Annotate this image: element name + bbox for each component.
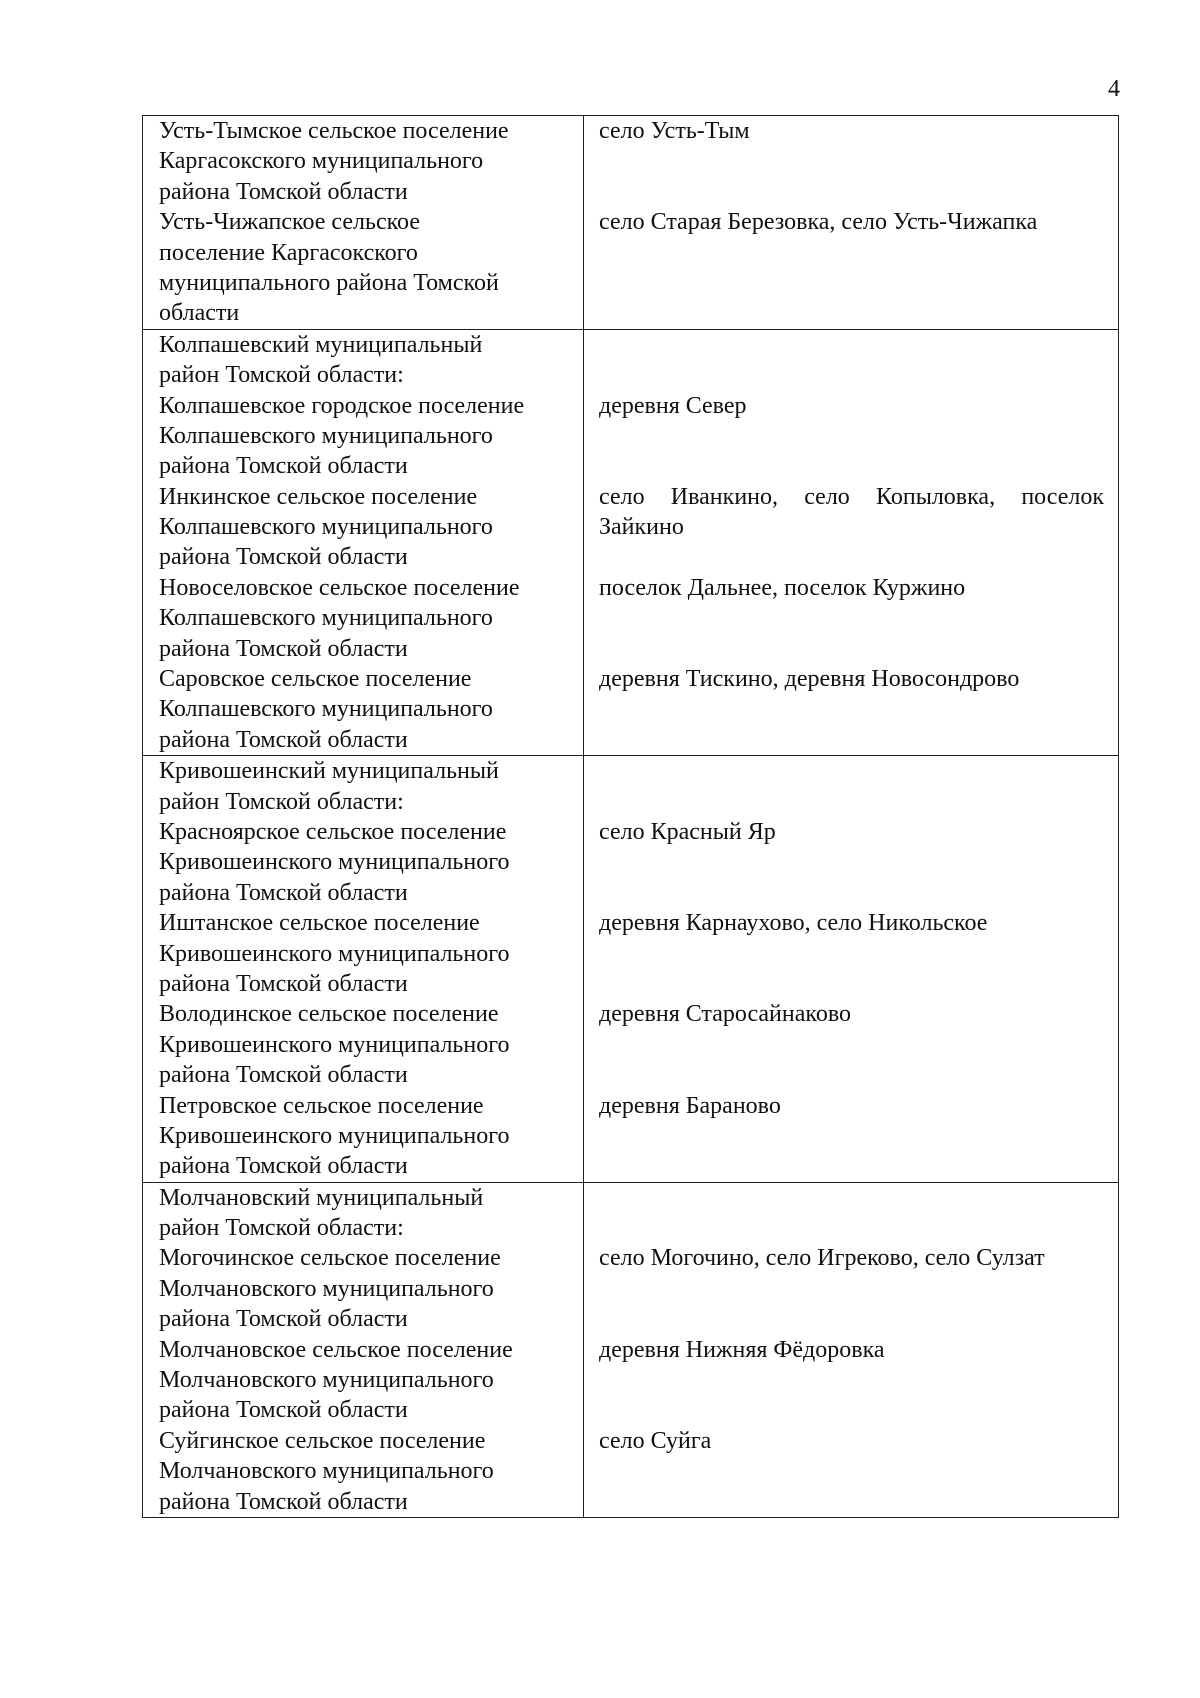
settlement-name-line: Саровское сельское поселение: [159, 666, 472, 693]
localities-line: село Иванкино, село Копыловка, поселок: [599, 483, 1104, 510]
settlement-name-line: Кривошеинского муниципального: [159, 849, 510, 876]
district-row: [143, 116, 1119, 330]
district-name-line: Молчановский муниципальный: [159, 1184, 484, 1211]
settlement-name-line: района Томской области: [159, 453, 408, 480]
settlement-name-line: Молчановское сельское поселение: [159, 1336, 513, 1363]
spacer: [599, 847, 1104, 877]
district-name-line: район Томской области:: [159, 362, 404, 389]
settlement-name-line: района Томской области: [159, 1397, 408, 1424]
spacer: [599, 146, 1104, 176]
localities-line: деревня Карнаухово, село Никольское: [599, 910, 988, 937]
spacer: [599, 238, 1104, 268]
settlement-cell: [143, 1182, 584, 1517]
localities-line: поселок Дальнее, поселок Куржино: [599, 574, 966, 601]
localities-line: село Красный Яр: [599, 818, 776, 845]
spacer: [599, 1151, 1104, 1181]
settlements-table-body: [143, 116, 1119, 1518]
spacer: [599, 330, 1104, 360]
spacer: [599, 1395, 1104, 1425]
spacer: [599, 298, 1104, 328]
localities-line: деревня Тискино, деревня Новосондрово: [599, 666, 1020, 693]
district-row: [143, 1182, 1119, 1517]
district-row: [143, 329, 1119, 755]
spacer: [599, 360, 1104, 390]
spacer: [599, 1487, 1104, 1517]
settlement-name-line: Каргасокского муниципального: [159, 148, 484, 175]
settlement-name-line: района Томской области: [159, 970, 408, 997]
spacer: [599, 1304, 1104, 1334]
settlement-name-line: Кривошеинского муниципального: [159, 940, 510, 967]
district-name-line: Кривошеинский муниципальный: [159, 758, 499, 785]
localities-cell: [584, 756, 1119, 1182]
localities-cell: [584, 329, 1119, 755]
settlement-name-line: Иштанское сельское поселение: [159, 910, 480, 937]
settlement-name-line: Молчановского муниципального: [159, 1367, 494, 1394]
settlement-name-line: Красноярское сельское поселение: [159, 818, 507, 845]
settlement-name-line: района Томской области: [159, 1306, 408, 1333]
settlement-name-line: Петровское сельское поселение: [159, 1092, 484, 1119]
settlement-name-line: Могочинское сельское поселение: [159, 1245, 501, 1272]
settlement-cell: [143, 116, 584, 330]
localities-line: деревня Старосайнаково: [599, 1001, 851, 1028]
localities-line: село Старая Березовка, село Усть-Чижапка: [599, 209, 1038, 236]
spacer: [599, 1213, 1104, 1243]
spacer: [599, 451, 1104, 481]
spacer: [599, 177, 1104, 207]
spacer: [599, 1060, 1104, 1090]
district-name-line: Колпашевский муниципальный: [159, 331, 483, 358]
settlement-cell: [143, 756, 584, 1182]
settlement-name-line: Володинское сельское поселение: [159, 1001, 499, 1028]
localities-line: село Суйга: [599, 1427, 712, 1454]
settlement-cell: [143, 329, 584, 755]
spacer: [599, 939, 1104, 969]
settlement-name-line: Кривошеинского муниципального: [159, 1122, 510, 1149]
settlements-table: [142, 115, 1119, 1518]
settlement-name-line: района Томской области: [159, 879, 408, 906]
spacer: [599, 878, 1104, 908]
spacer: [599, 268, 1104, 298]
localities-line: деревня Нижняя Фёдоровка: [599, 1336, 885, 1363]
localities-cell: [584, 1182, 1119, 1517]
spacer: [599, 1274, 1104, 1304]
settlement-name-line: Кривошеинского муниципального: [159, 1031, 510, 1058]
spacer: [599, 725, 1104, 755]
settlement-name-line: Колпашевское городское поселение: [159, 392, 525, 419]
localities-line: село Могочино, село Игреково, село Сулзат: [599, 1245, 1045, 1272]
spacer: [599, 421, 1104, 451]
settlement-name-line: муниципального района Томской: [159, 269, 499, 296]
settlement-name-line: района Томской области: [159, 726, 408, 753]
spacer: [599, 1030, 1104, 1060]
district-name-line: район Томской области:: [159, 1215, 404, 1242]
spacer: [599, 1456, 1104, 1486]
localities-line: Зайкино: [599, 514, 684, 541]
localities-line: село Усть-Тым: [599, 118, 750, 144]
localities-line: деревня Север: [599, 392, 747, 419]
settlement-name-line: Колпашевского муниципального: [159, 605, 493, 632]
settlement-name-line: района Томской области: [159, 178, 408, 205]
spacer: [599, 787, 1104, 817]
settlement-name-line: поселение Каргасокского: [159, 239, 418, 266]
district-name-line: район Томской области:: [159, 788, 404, 815]
settlement-name-line: района Томской области: [159, 1062, 408, 1089]
settlement-name-line: Усть-Тымское сельское поселение: [159, 118, 509, 144]
settlement-name-line: области: [159, 300, 240, 327]
settlement-name-line: Новоселовское сельское поселение: [159, 574, 520, 601]
spacer: [599, 603, 1104, 633]
settlement-name-line: района Томской области: [159, 1153, 408, 1180]
spacer: [599, 1365, 1104, 1395]
spacer: [599, 542, 1104, 572]
page-number: 4: [1108, 76, 1120, 102]
settlement-name-line: Инкинское сельское поселение: [159, 483, 478, 510]
spacer: [599, 969, 1104, 999]
spacer: [599, 694, 1104, 724]
settlement-name-line: Колпашевского муниципального: [159, 422, 493, 449]
spacer: [599, 634, 1104, 664]
spacer: [599, 1121, 1104, 1151]
settlement-name-line: Суйгинское сельское поселение: [159, 1427, 486, 1454]
localities-line: деревня Бараново: [599, 1092, 781, 1119]
settlement-name-line: района Томской области: [159, 544, 408, 571]
settlement-name-line: Молчановского муниципального: [159, 1275, 494, 1302]
settlement-name-line: района Томской области: [159, 1488, 408, 1515]
district-row: [143, 756, 1119, 1182]
settlement-name-line: Молчановского муниципального: [159, 1458, 494, 1485]
settlement-name-line: Колпашевского муниципального: [159, 514, 493, 541]
localities-cell: [584, 116, 1119, 330]
spacer: [599, 1183, 1104, 1213]
settlement-name-line: Колпашевского муниципального: [159, 696, 493, 723]
settlement-name-line: района Томской области: [159, 635, 408, 662]
settlement-name-line: Усть-Чижапское сельское: [159, 209, 420, 236]
spacer: [599, 756, 1104, 786]
